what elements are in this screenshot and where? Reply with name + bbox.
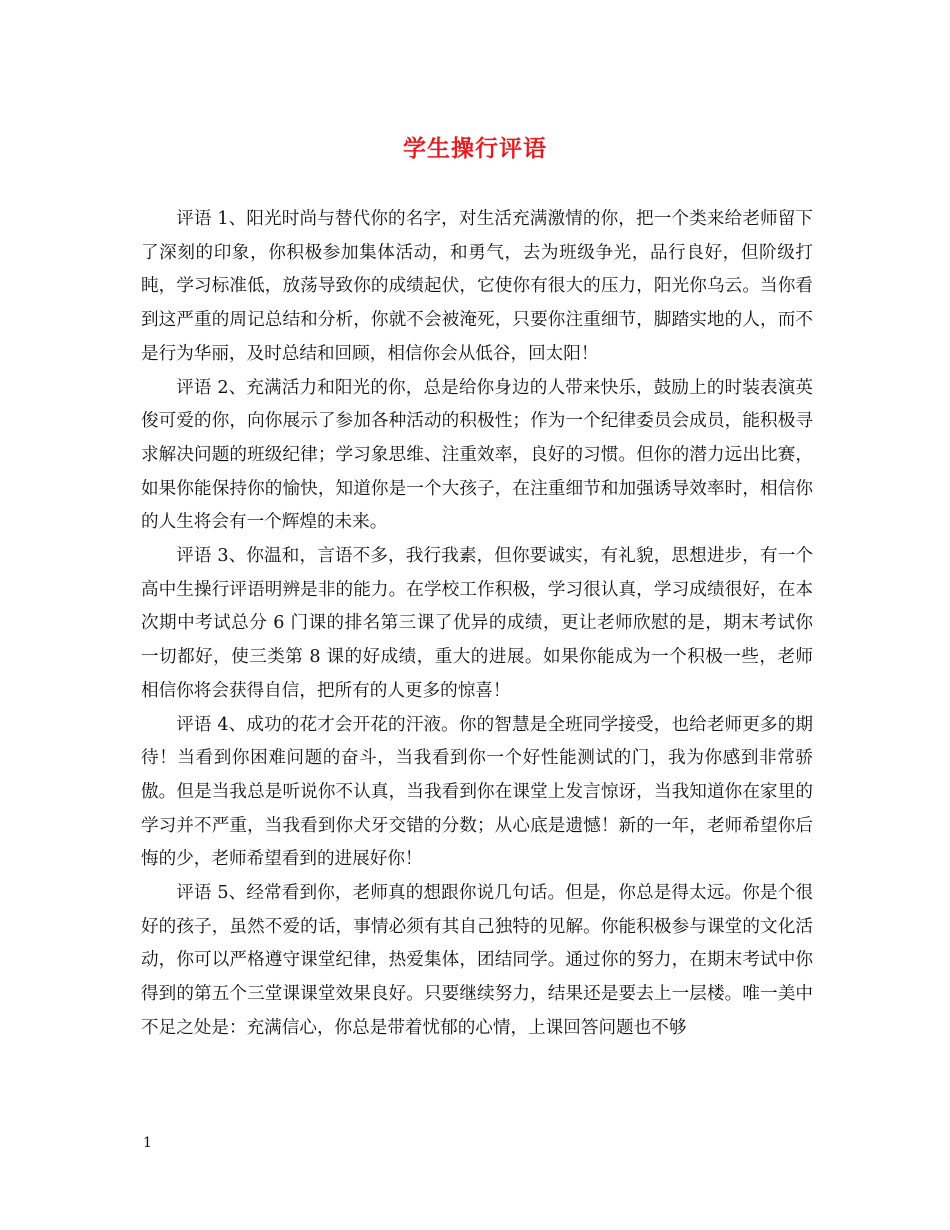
comment-paragraph-5: 评语 5、经常看到你，老师真的想跟你说几句话。但是，你总是得太远。你是个很好的孩子，虽然不爱的话，事情必须有其自己独特的见解。你能积极参与课堂的文化活动，你可以严格遵守课堂纪律，热爱集体，团结同学。通过你的努力，在期末考试中你得到的第五个三堂课课堂效果良好。只要继续努力，结果还是要去上一层楼。唯一美中不足之处是：充满信心，你总是带着忧郁的心情，上课回答问题也不够: [141, 883, 813, 1038]
comment-paragraph-1: 评语 1、阳光时尚与替代你的名字，对生活充满激情的你，把一个类来给老师留下了深刻的印象，你积极参加集体活动，和勇气，去为班级争光，品行良好，但阶级打盹，学习标准低，放荡导致你的成绩起伏，它使你有很大的压力，阳光你乌云。当你看到这严重的周记总结和分析，你就不会被淹死，只要你注重细节，脚踏实地的人，而不是行为华丽，及时总结和回顾，相信你会从低谷，回太阳！: [141, 209, 813, 364]
comment-paragraph-3: 评语 3、你温和，言语不多，我行我素，但你要诚实，有礼貌，思想进步，有一个高中生操行评语明辨是非的能力。在学校工作积极，学习很认真，学习成绩很好，在本次期中考试总分 6 门课的排名第三课了优异的成绩，更让老师欣慰的是，期末考试你一切都好，使三类第 8 课的好成绩，重大的进展。如果你能成为一个积极一些，老师相信你将会获得自信，把所有的人更多的惊喜！: [141, 546, 813, 701]
comment-paragraph-2: 评语 2、充满活力和阳光的你，总是给你身边的人带来快乐，鼓励上的时装表演英俊可爱的你，向你展示了参加各种活动的积极性；作为一个纪律委员会成员，能积极寻求解决问题的班级纪律；学习象思维、注重效率，良好的习惯。但你的潜力远出比赛，如果你能保持你的愉快，知道你是一个大孩子，在注重细节和加强诱导效率时，相信你的人生将会有一个辉煌的未来。: [141, 377, 813, 533]
page-title: 学生操行评语: [403, 135, 547, 162]
comment-paragraph-4: 评语 4、成功的花才会开花的汗液。你的智慧是全班同学接受，也给老师更多的期待！当看到你困难问题的奋斗，当我看到你一个好性能测试的门，我为你感到非常骄傲。但是当我总是听说你不认真，当我看到你在课堂上发言惊讶，当我知道你在家里的学习并不严重，当我看到你犬牙交错的分数；从心底是遗憾！新的一年，老师希望你后悔的少，老师希望看到的进展好你！: [141, 714, 813, 870]
document-body: [141, 203, 813, 1046]
page-number: 1: [143, 1135, 152, 1151]
